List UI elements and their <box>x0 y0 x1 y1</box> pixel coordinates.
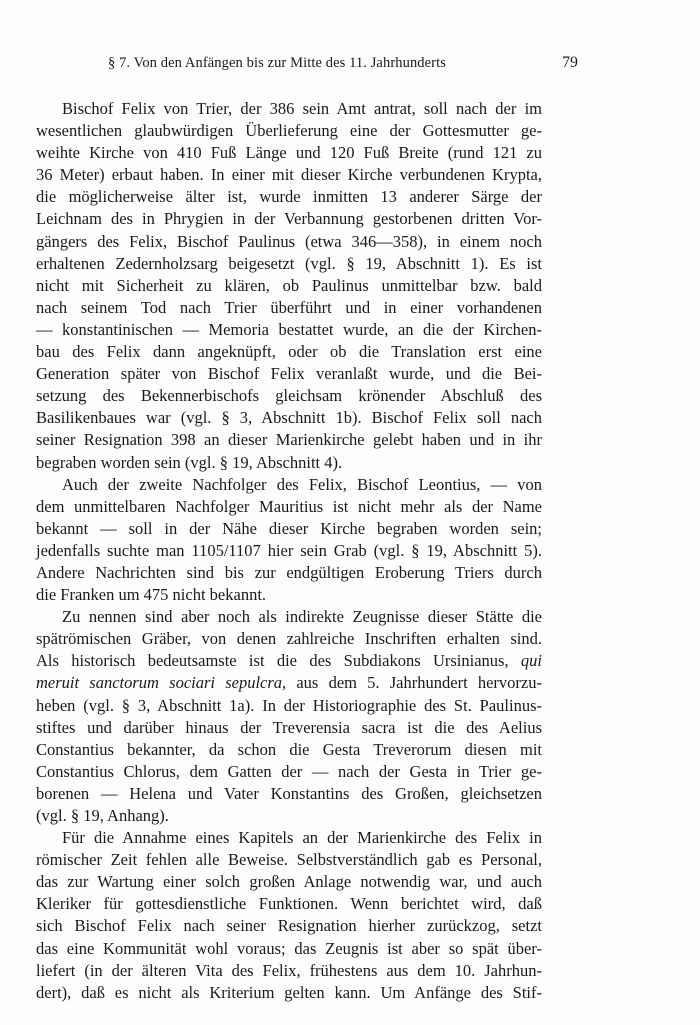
text-line <box>36 628 542 650</box>
line-text: Bischof Felix von Trier, der 386 sein Amt antrat, soll nach der im <box>62 99 542 118</box>
line-text: Auch der zweite Nachfolger des Felix, Bischof Leontius, — von <box>62 474 542 494</box>
text-line <box>36 562 542 584</box>
line-text: nach seinem Tod nach Trier überführt und in einer vorhandenen <box>36 297 542 317</box>
line-text: setzung des Bekennerbischofs gleichsam krönender Abschluß des <box>36 386 542 406</box>
line-text: bekannt — soll in der Nähe dieser Kirche begraben worden sein; <box>36 518 542 538</box>
text-line <box>36 518 542 540</box>
line-text: wesentlichen glaubwürdigen Überlieferung eine der Gottesmutter ge- <box>36 121 542 141</box>
text-line <box>36 650 542 672</box>
text-line <box>36 120 542 142</box>
text-line <box>36 452 542 474</box>
text-line <box>36 783 542 805</box>
text-line <box>36 606 542 628</box>
line-text: 36 Meter) erbaut haben. In einer mit dieser Kirche verbundenen Krypta, <box>36 165 542 185</box>
running-head: § 7. Von den Anfängen bis zur Mitte des 11. Jahrhunderts <box>108 55 446 71</box>
line-text: sich Bischof Felix nach seiner Resignation hierher zurückzog, setzt <box>36 916 542 936</box>
text-line <box>36 253 542 275</box>
text-line <box>36 98 542 120</box>
body-text <box>36 98 542 1004</box>
line-text: erhaltenen Zedernholzsarg beigesetzt (vgl. § 19, Abschnitt 1). Es ist <box>36 253 542 273</box>
line-text: Leichnam des in Phrygien in der Verbannung gestorbenen dritten Vor- <box>36 209 542 229</box>
text-line <box>36 142 542 164</box>
text-line <box>36 385 542 407</box>
book-page <box>36 54 578 1004</box>
line-text: die möglicherweise älter ist, wurde inmitten 13 anderer Särge der <box>36 187 542 207</box>
text-line <box>36 960 542 982</box>
text-line <box>36 827 542 849</box>
line-text: dert), daß es nicht als Kriterium gelten kann. Um Anfänge des Stif- <box>36 982 542 1002</box>
line-text: das zur Wartung einer solch großen Anlage notwendig war, und auch <box>36 872 542 892</box>
text-line <box>36 893 542 915</box>
text-line <box>36 761 542 783</box>
text-line <box>36 208 542 230</box>
text-line <box>36 849 542 871</box>
line-text: begraben worden sein (vgl. § 19, Abschnitt 4). <box>36 452 343 472</box>
text-line <box>36 429 542 451</box>
text-line <box>36 363 542 385</box>
text-line <box>36 915 542 937</box>
line-text: dem unmittelbaren Nachfolger Mauritius ist nicht mehr als der Name <box>36 496 542 516</box>
line-text: aus dem 5. Jahrhundert hervorzu- <box>286 673 542 693</box>
line-text: Constantius Chlorus, dem Gatten der — nach der Gesta in Trier ge- <box>36 761 542 781</box>
line-text: Andere Nachrichten sind bis zur endgültigen Eroberung Triers durch <box>36 562 542 582</box>
text-line <box>36 938 542 960</box>
line-text: bau des Felix dann angeknüpft, oder ob die Translation erst eine <box>36 342 542 362</box>
text-line <box>36 407 542 429</box>
text-line <box>36 164 542 186</box>
line-text: weihte Kirche von 410 Fuß Länge und 120 Fuß Breite (rund 121 zu <box>36 143 542 163</box>
line-text: römischer Zeit fehlen alle Beweise. Selbstverständlich gab es Personal, <box>36 850 542 870</box>
line-text: Für die Annahme eines Kapitels an der Marienkirche des Felix in <box>62 828 542 848</box>
line-text: Basilikenbaues war (vgl. § 3, Abschnitt 1b). Bischof Felix soll nach <box>36 408 542 428</box>
line-text: stiftes und darüber hinaus der Treverensia sacra ist die des Aelius <box>36 717 542 737</box>
text-line <box>36 717 542 739</box>
line-text: spätrömischen Gräber, von denen zahlreiche Inschriften erhalten sind. <box>36 629 542 649</box>
text-line <box>36 739 542 761</box>
text-line <box>36 982 542 1004</box>
page-header <box>108 54 578 72</box>
text-line <box>36 319 542 341</box>
line-text: (vgl. § 19, Anhang). <box>36 806 169 825</box>
text-line <box>36 540 542 562</box>
line-text: Generation später von Bischof Felix veranlaßt wurde, und die Bei- <box>36 364 542 384</box>
text-line <box>36 695 542 717</box>
italic-quote: meruit sanctorum sociari sepulcra, <box>36 673 287 693</box>
text-line <box>36 672 542 694</box>
text-line <box>36 231 542 253</box>
line-text: gängers des Felix, Bischof Paulinus (etwa 346—358), in einem noch <box>36 231 542 251</box>
line-text: — konstantinischen — Memoria bestattet wurde, an die der Kirchen- <box>36 319 542 339</box>
line-text: jedenfalls suchte man 1105/1107 hier sein Grab (vgl. § 19, Abschnitt 5). <box>36 540 542 560</box>
line-text: borenen — Helena und Vater Konstantins des Großen, gleichsetzen <box>36 783 542 803</box>
text-line <box>36 341 542 363</box>
line-text: nicht mit Sicherheit zu klären, ob Paulinus unmittelbar bzw. bald <box>36 275 542 295</box>
line-text: liefert (in der älteren Vita des Felix, frühestens aus dem 10. Jahrhun- <box>36 960 542 980</box>
text-line <box>36 871 542 893</box>
line-text: Als historisch bedeutsamste ist die des Subdiakons Ursinianus, <box>36 651 509 671</box>
line-text: heben (vgl. § 3, Abschnitt 1a). In der Historiographie des St. Paulinus- <box>36 695 542 715</box>
text-line <box>36 297 542 319</box>
line-text: Kleriker für gottesdienstliche Funktionen. Wenn berichtet wird, daß <box>36 894 542 914</box>
text-line <box>36 474 542 496</box>
text-line <box>36 186 542 208</box>
line-text: Constantius bekannter, da schon die Gesta Treverorum diesen mit <box>36 739 542 759</box>
text-line <box>36 584 542 606</box>
line-text: die Franken um 475 nicht bekannt. <box>36 585 267 605</box>
text-line <box>36 496 542 518</box>
text-line <box>36 805 542 827</box>
line-text: Zu nennen sind aber noch als indirekte Zeugnisse dieser Stätte die <box>62 607 542 627</box>
italic-quote: qui <box>520 651 543 671</box>
line-text: seiner Resignation 398 an dieser Marienkirche gelebt haben und in ihr <box>36 430 542 450</box>
text-line <box>36 275 542 297</box>
page-number: 79 <box>562 54 578 71</box>
line-text: das eine Kommunität wohl voraus; das Zeugnis ist aber so spät über- <box>36 938 542 958</box>
